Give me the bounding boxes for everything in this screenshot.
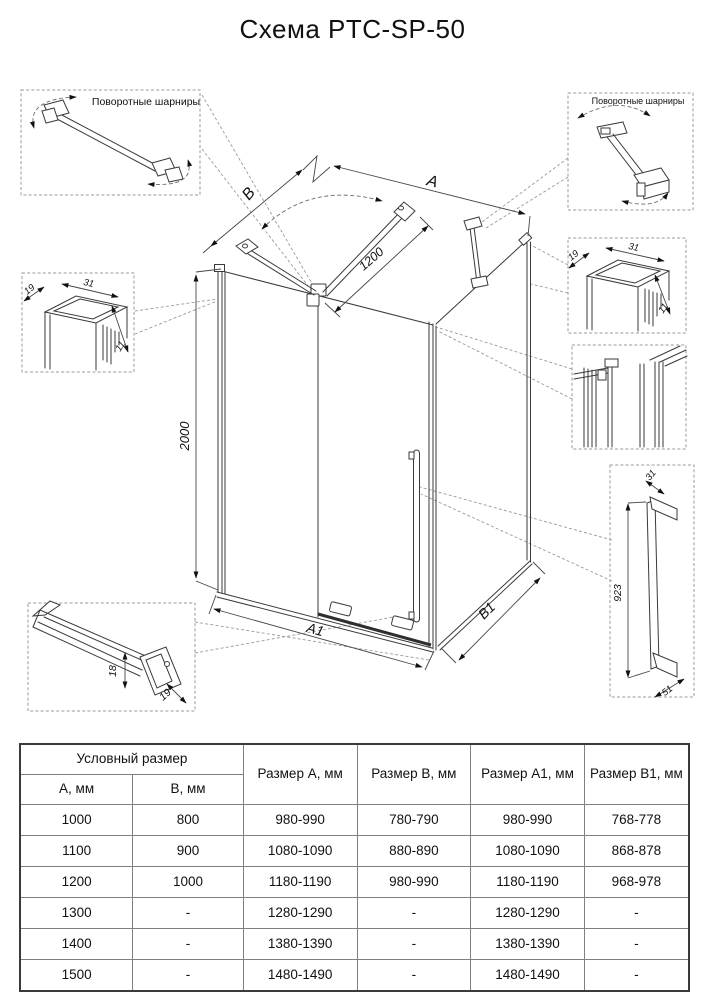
detail-box-handle [610,465,694,699]
table-row [20,929,689,960]
dim-1200-label: 1200 [356,244,387,274]
cell: 1300 [20,898,133,929]
glass-cap-left [215,265,225,272]
cell: 1380-1390 [471,929,585,960]
cell: 1480-1490 [243,960,357,992]
cell: 1180-1190 [471,867,585,898]
cell: - [357,898,471,929]
cell: 1280-1290 [471,898,585,929]
swing-arc [262,195,382,229]
detail-box-profile-right [566,238,686,333]
handle-width-bottom: 51 [659,683,676,699]
dimensions [177,156,545,670]
dim-b1-label: B1 [474,598,499,623]
profile-right-thickness: 11 [656,301,672,316]
leader-lines [135,95,612,660]
cell: 1000 [133,867,244,898]
size-table [19,743,690,992]
cell: 1100 [20,836,133,867]
subheader-b-mm: В, мм [133,775,244,805]
cell: 980-990 [243,805,357,836]
page-title: Схема PTC-SP-50 [239,14,466,44]
header-size-b1: Размер В1, мм [584,744,689,805]
handle-width-top: 31 [643,467,659,483]
rail-width: 19 [156,686,174,704]
rail-guide-block [329,601,352,616]
hinges-label-right: Поворотные шарниры [591,96,685,106]
table-row [20,898,689,929]
profile-left-width: 31 [82,277,95,291]
rail-height: 18 [107,665,119,677]
cell: - [584,929,689,960]
table-row [20,805,689,836]
cell: 1500 [20,960,133,992]
cell: 900 [133,836,244,867]
cell: 1380-1390 [243,929,357,960]
cell: 880-890 [357,836,471,867]
header-size-a: Размер А, мм [243,744,357,805]
detail-box-hinges-right [568,93,693,210]
cell: - [357,929,471,960]
pivot-block [307,294,319,306]
bar-foot [471,276,488,288]
cell: 1400 [20,929,133,960]
bar-bracket [394,202,415,221]
cell: - [133,960,244,992]
table-row [20,867,689,898]
glass-cap-right [519,233,532,246]
detail-box-profile-left [22,273,134,372]
table-row [20,960,689,992]
cell: 1480-1490 [471,960,585,992]
cell: - [584,898,689,929]
cell: 780-790 [357,805,471,836]
size-table-wrap [19,743,690,992]
profile-left-thickness: 11 [113,339,129,354]
cell: - [357,960,471,992]
profile-right-width: 31 [627,241,640,255]
detail-box-rail [28,601,195,711]
cell: 768-778 [584,805,689,836]
header-size-a1: Размер А1, мм [471,744,585,805]
cell: 980-990 [357,867,471,898]
cell: 800 [133,805,244,836]
bar-bracket [464,217,482,230]
table-row [20,836,689,867]
header-group-size: Условный размер [20,744,243,775]
dim-a-label: A [425,172,440,192]
cell: 980-990 [471,805,585,836]
cell: 1180-1190 [243,867,357,898]
dim-2000-label: 2000 [177,421,192,451]
profile-right-depth: 19 [566,248,582,264]
cell: - [133,898,244,929]
subheader-a-mm: А, мм [20,775,133,805]
cell: 1200 [20,867,133,898]
header-size-b: Размер В, мм [357,744,471,805]
cell: 968-978 [584,867,689,898]
cell: 1080-1090 [243,836,357,867]
hinges-label-left: Поворотные шарниры [91,96,201,108]
detail-box-hinges-left [21,90,200,195]
cell: 1280-1290 [243,898,357,929]
cell: - [133,929,244,960]
handle-length: 923 [612,584,624,602]
cell: 1000 [20,805,133,836]
cell: - [584,960,689,992]
cell: 868-878 [584,836,689,867]
profile-left-depth: 19 [22,282,38,298]
detail-box-junction [572,345,687,449]
dim-b-label: B [239,184,259,204]
cell: 1080-1090 [471,836,585,867]
dim-a1-label: A1 [304,619,326,640]
door-handle [409,450,420,622]
